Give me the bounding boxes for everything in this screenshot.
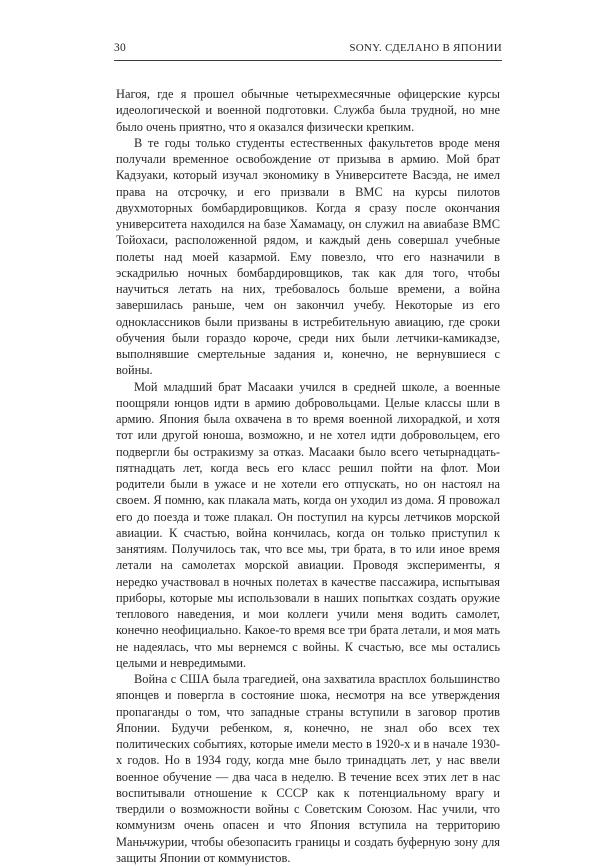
page-header (114, 42, 502, 58)
page-number: 30 (114, 42, 126, 54)
paragraph-3: Мой младший брат Масааки учился в средней школе, а военные поощряли юнцов идти в армию добровольцами. Целые классы шли в армию. Япония была охвачена в то время военной лихорадкой, и хотя тот или другой юноша, возможно, и не хотел идти добровольцем, его подвергли бы остракизму за отказ. Масааки было всего четырнадцать-пятнадцать лет, когда весь его класс решил пойти на флот. Мои родители были в ужасе и не хотели его отпускать, но он настоял на своем. Я помню, как плакала мать, когда он уходил из дома. Я провожал его до поезда и тоже плакал. Он поступил на курсы летчиков морской авиации. К счастью, война кончилась, когда он только приступил к занятиям. Получилось так, что все мы, три брата, в то или иное время летали на самолетах морской авиации. Проводя эксперименты, я нередко участвовал в ночных полетах в качестве пассажира, испытывая приборы, которые мы использовали в наших попытках создать оружие теплового наведения, и мои коллеги учили меня водить самолет, конечно неофициально. Какое-то время все три брата летали, и моя мать не надеялась, что мы вернемся с войны. К счастью, все мы остались целыми и невредимыми. (116, 379, 500, 670)
paragraph-2: В те годы только студенты естественных факультетов вроде меня получали временное освобождение от призыва в армию. Мой брат Кадзуаки, который изучал экономику в Университете Васэда, не имел права на отсрочку, и его призвали в ВМС на курсы пилотов двухмоторных бомбардировщиков. Когда я сразу после окончания университета находился на базе Хамамацу, он служил на авиабазе ВМС Тойохаси, расположенной рядом, и каждый день совершал учебные полеты над моей казармой. Ему повезло, что его назначили в эскадрилью ночных бомбардировщиков, так как для того, чтобы научиться летать на них, требовалось больше времени, а война завершилась раньше, чем он закончил учебу. Некоторые из его одноклассников были призваны в истребительную авиацию, где сроки обучения были гораздо короче, среди них были летчики-камикадзе, выполнявшие смертельные задания и, конечно, не вернувшиеся с войны. (116, 135, 500, 378)
paragraph-4: Война с США была трагедией, она захватила врасплох большинство японцев и повергла в состояние шока, несмотря на все утверждения пропаганды о том, что западные страны вступили в заговор против Японии. Будучи ребенком, я, конечно, не знал обо всех тех политических событиях, которые имели место в 1920-х и в начале 1930-х годов. Но в 1934 году, когда мне было тринадцать лет, у нас ввели военное обучение — два часа в неделю. В течение всех этих лет в нас воспитывали отношение к СССР как к потенциальному врагу и твердили о возможности войны с Советским Союзом. Нас учили, что коммунизм очень опасен и что Япония вступила на территорию Маньчжурии, чтобы обезопасить границы и создать буферную зону для защиты Японии от коммунистов. (116, 672, 500, 865)
header-rule (114, 60, 502, 61)
body-text (116, 86, 500, 866)
paragraph-1: Нагоя, где я прошел обычные четырехмесячные офицерские курсы идеологической и военной подготовки. Служба была трудной, но мне было очень приятно, что я оказался физически крепким. (116, 87, 500, 134)
running-title: SONY. СДЕЛАНО В ЯПОНИИ (349, 42, 502, 54)
